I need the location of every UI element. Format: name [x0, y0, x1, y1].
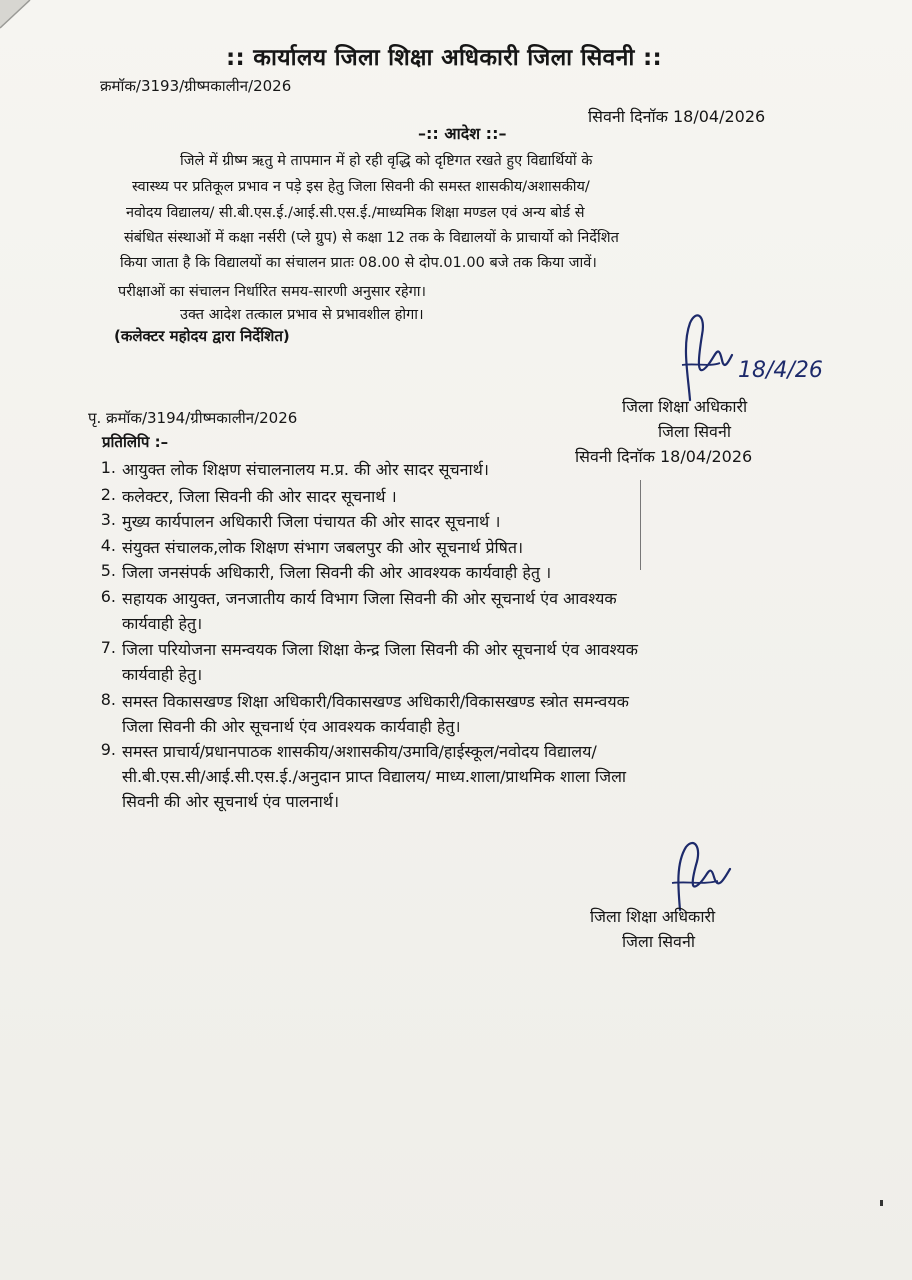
signatory-designation-1: जिला शिक्षा अधिकारी [622, 397, 748, 416]
copy-list-number: 2. [100, 485, 116, 504]
order-title: –:: आदेश ::– [418, 124, 507, 143]
copy-list-number: 3. [100, 510, 116, 529]
copy-list-text: संयुक्त संचालक,लोक शिक्षण संभाग जबलपुर की ओर सूचनार्थ प्रेषित। [122, 538, 524, 557]
copy-list-number: 9. [100, 740, 116, 759]
copy-list-text: समस्त प्राचार्य/प्रधानपाठक शासकीय/अशासकीय/उमावि/हाईस्कूल/नवोदय विद्यालय/ [122, 742, 597, 761]
copy-list-text: जिला परियोजना समन्वयक जिला शिक्षा केन्द्र जिला सिवनी की ओर सूचनार्थ एंव आवश्यक [122, 640, 638, 659]
endorsement-reference: पृ. क्रमॉक/3194/ग्रीष्मकालीन/2026 [88, 409, 298, 427]
place-date: सिवनी दिनॉक 18/04/2026 [588, 107, 766, 126]
copy-list-number: 8. [100, 690, 116, 709]
signatory-designation-2: जिला शिक्षा अधिकारी [590, 907, 716, 926]
signatory-district-2: जिला सिवनी [622, 932, 695, 951]
copy-list-number: 4. [100, 536, 116, 555]
order-line-1: जिले में ग्रीष्म ऋतु मे तापमान में हो रही वृद्धि को दृष्टिगत रखते हुए विद्यार्थियों के [180, 153, 593, 169]
copy-list-text: सी.बी.एस.सी/आई.सी.एस.ई./अनुदान प्राप्त विद्यालय/ माध्य.शाला/प्राथमिक शाला जिला [122, 767, 627, 786]
reference-number: क्रमॉक/3193/ग्रीष्मकालीन/2026 [100, 77, 292, 95]
order-line-7: उक्त आदेश तत्काल प्रभाव से प्रभावशील होगा। [180, 307, 424, 323]
page-fold-corner [0, 0, 30, 28]
order-line-3: नवोदय विद्यालय/ सी.बी.एस.ई./आई.सी.एस.ई./माध्यमिक शिक्षा मण्डल एवं अन्य बोर्ड से [126, 205, 585, 221]
signatory-place-date-1: सिवनी दिनॉक 18/04/2026 [575, 447, 753, 466]
copy-list-text: समस्त विकासखण्ड शिक्षा अधिकारी/विकासखण्ड अधिकारी/विकासखण्ड स्त्रोत समन्वयक [122, 692, 629, 711]
scan-speck [880, 1200, 883, 1206]
copy-list-text: मुख्य कार्यपालन अधिकारी जिला पंचायत की ओर सादर सूचनार्थ । [122, 512, 501, 531]
order-line-2: स्वास्थ्य पर प्रतिकूल प्रभाव न पड़े इस हेतु जिला सिवनी की समस्त शासकीय/अशासकीय/ [132, 179, 590, 195]
copy-list-number: 6. [100, 587, 116, 606]
scan-artifact-line [640, 480, 641, 570]
officer-signature-2 [660, 835, 770, 915]
order-line-4: संबंधित संस्थाओं में कक्षा नर्सरी (प्ले ग्रुप) से कक्षा 12 तक के विद्यालयों के प्राचार्यो को निर्देशित [124, 230, 619, 246]
signatory-district-1: जिला सिवनी [658, 422, 731, 441]
copy-list-text: सहायक आयुक्त, जनजातीय कार्य विभाग जिला सिवनी की ओर सूचनार्थ एंव आवश्यक [122, 589, 617, 608]
directed-by-note: (कलेक्टर महोदय द्वारा निर्देशित) [114, 327, 290, 345]
copy-list-text: जिला सिवनी की ओर सूचनार्थ एंव आवश्यक कार्यवाही हेतु। [122, 717, 461, 736]
copy-label: प्रतिलिपि :– [102, 433, 169, 451]
copy-list-text: कलेक्टर, जिला सिवनी की ओर सादर सूचनार्थ । [122, 487, 397, 506]
signature-date-scrawl: 18/4/26 [738, 358, 823, 383]
copy-list-number: 5. [100, 561, 116, 580]
copy-list-text: आयुक्त लोक शिक्षण संचालनालय म.प्र. की ओर सादर सूचनार्थ। [122, 460, 489, 479]
copy-list-text: सिवनी की ओर सूचनार्थ एंव पालनार्थ। [122, 792, 340, 811]
copy-list-text: जिला जनसंपर्क अधिकारी, जिला सिवनी की ओर आवश्यक कार्यवाही हेतु । [122, 563, 552, 582]
copy-list-number: 7. [100, 638, 116, 657]
order-line-6: परीक्षाओं का संचालन निर्धारित समय-सारणी अनुसार रहेगा। [118, 284, 427, 300]
copy-list-text: कार्यवाही हेतु। [122, 665, 203, 684]
copy-list-number: 1. [100, 458, 116, 477]
copy-list-text: कार्यवाही हेतु। [122, 614, 203, 633]
office-heading: :: कार्यालय जिला शिक्षा अधिकारी जिला सिवनी :: [226, 45, 662, 71]
order-line-5: किया जाता है कि विद्यालयों का संचालन प्रातः 08.00 से दोप.01.00 बजे तक किया जावें। [120, 255, 597, 271]
